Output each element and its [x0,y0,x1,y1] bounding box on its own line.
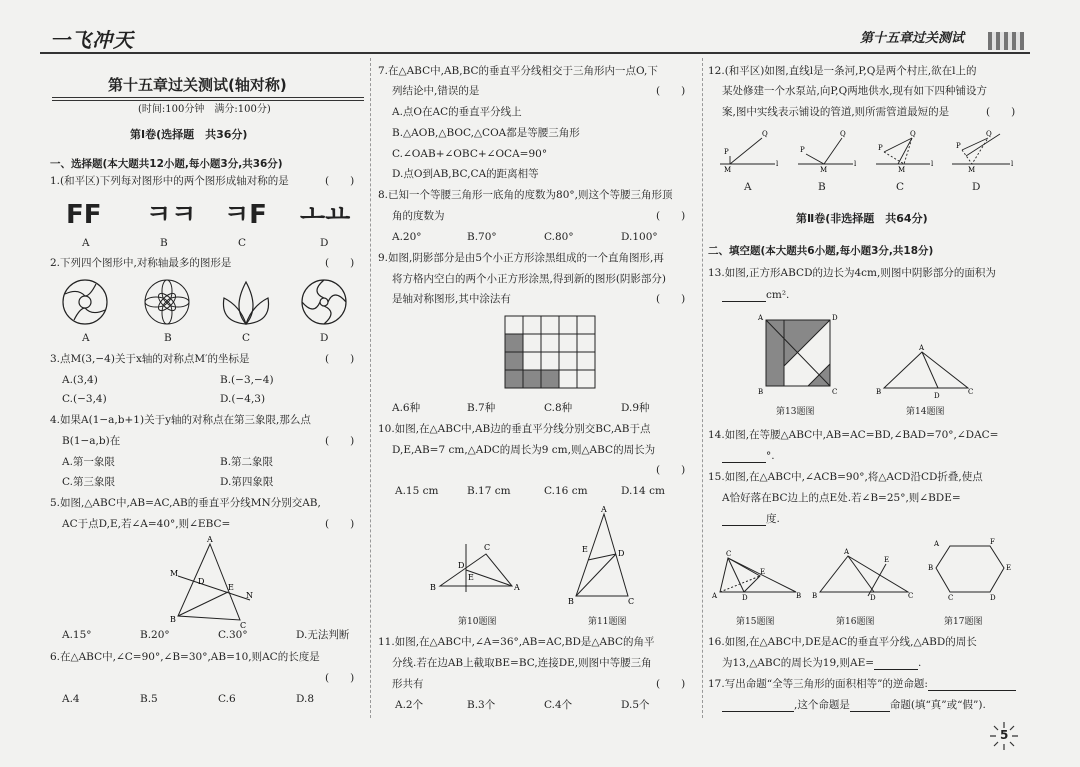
q13-answer-blank[interactable] [722,290,766,302]
q9-option-c: C.8种 [544,402,573,414]
q1-fig-d: ㅗㅛ [300,200,351,230]
q1-fig-a: FF [66,200,102,230]
part1-heading: 第Ⅰ卷(选择题 共36分) [130,128,248,141]
svg-text:C: C [726,550,732,558]
q11-text-2: 分线.若在边AB上截取BE=BC,连接DE,则图中等腰三角 [392,657,652,669]
q8-paren: ( ) [656,210,686,222]
q6-option-c: C.6 [218,693,236,705]
q8-option-a: A.20° [392,231,422,243]
q14-text-1: 14.如图,在等腰△ABC中,AB=AC=BD,∠BAD=70°,∠DAC= [708,429,999,441]
q8-option-b: B.70° [467,231,497,243]
q15-unit: 度. [766,513,780,525]
q16-period: . [918,657,922,669]
svg-text:M: M [724,166,732,174]
svg-text:A: A [758,314,764,322]
svg-text:E: E [468,573,474,582]
q17-answer-blank-1[interactable] [928,679,1016,691]
svg-text:Q: Q [910,130,916,138]
svg-text:l: l [1011,160,1014,168]
q2-label-d: D [320,332,329,344]
q5-label-e: E [228,583,234,592]
q1-label-c: C [238,237,247,249]
q4-option-c: C.第三象限 [62,476,115,488]
svg-text:C: C [628,597,635,606]
q5-option-d: D.无法判断 [296,629,350,641]
page-number: 5 [1000,728,1009,742]
q2-label-c: C [242,332,251,344]
svg-text:A: A [919,344,925,352]
q10-figure [430,540,520,600]
q5-text-1: 5.如图,△ABC中,AB=AC,AB的垂直平分线MN分别交AB, [50,497,321,509]
q16-answer-blank[interactable] [874,658,918,670]
q14-figure [876,346,976,398]
q5-paren: ( ) [325,518,355,530]
q1-label-a: A [82,237,90,249]
q15-text-2: A恰好落在BC边上的点E处.若∠B=25°,则∠BDE= [722,492,961,504]
q5-label-m: M [170,569,179,578]
svg-text:P: P [956,142,961,150]
q17-text-1: 17.写出命题“全等三角形的面积相等”的逆命题: [708,678,928,690]
q12-label-a: A [744,181,752,193]
q15-answer-blank[interactable] [722,514,766,526]
svg-text:C: C [908,592,914,600]
svg-text:D: D [832,314,838,322]
q9-text-2: 将方格内空白的两个小正方形涂黑,得到新的图形(阴影部分) [392,273,667,285]
page-title: 第十五章过关测试(轴对称) [108,76,287,94]
q2-paren: ( ) [325,257,355,269]
column-divider-2 [702,58,703,718]
q1-label-b: B [160,237,168,249]
section1-heading: 一、选择题(本大题共12小题,每小题3分,共36分) [50,158,283,170]
q6-option-b: B.5 [140,693,158,705]
q2-fig-a [63,280,107,324]
q3-option-a: A.(3,4) [62,374,98,386]
svg-text:l: l [931,160,934,168]
q13-text-1: 13.如图,正方形ABCD的边长为4cm,则图中阴影部分的面积为 [708,267,996,279]
svg-text:A: A [712,592,718,600]
q12-figures [720,126,1020,176]
q4-text-1: 4.如果A(1−a,b+1)关于y轴的对称点在第三象限,那么点 [50,414,311,426]
q6-paren: ( ) [325,672,355,684]
svg-text:A: A [514,583,520,592]
q3-text: 3.点M(3,−4)关于x轴的对称点M′的坐标是 [50,353,250,365]
q5-figure [170,535,260,630]
q7-option-d: D.点O到AB,BC,CA的距离相等 [392,168,539,180]
q1-paren: ( ) [325,175,355,187]
q4-paren: ( ) [325,435,355,447]
q17-line2 [722,698,986,712]
q13-fig-label: 第13题图 [776,407,815,417]
q3-option-d: D.(−4,3) [220,393,266,405]
q12-text-1: 12.(和平区)如图,直线l是一条河,P,Q是两个村庄,欲在l上的 [708,65,977,77]
q3-option-c: C.(−3,4) [62,393,107,405]
svg-text:A: A [601,505,607,514]
q11-option-c: C.4个 [544,699,573,711]
svg-text:C: C [968,388,974,396]
q5-label-a: A [207,535,213,544]
svg-text:D: D [618,549,625,558]
q5-label-b: B [170,615,176,624]
q3-option-b: B.(−3,−4) [220,374,274,386]
svg-text:E: E [582,545,588,554]
header-rule [40,52,1030,54]
svg-text:D: D [934,392,940,400]
svg-text:A: A [934,540,940,548]
q10-text-2: D,E,AB=7 cm,△ADC的周长为9 cm,则△ABC的周长为 [392,444,656,456]
q6-option-d: D.8 [296,693,315,705]
q5-option-c: C.30° [218,629,248,641]
svg-text:C: C [948,594,954,602]
svg-text:B: B [928,564,934,572]
q14-line2 [722,449,775,463]
q4-option-d: D.第四象限 [220,476,274,488]
q5-label-c: C [240,621,247,630]
q11-figure [568,505,638,608]
svg-text:l: l [776,160,779,168]
svg-text:P: P [878,144,883,152]
svg-text:A: A [844,548,850,556]
q12-label-d: D [972,181,981,193]
q9-text-1: 9.如图,阴影部分是由5个小正方形涂黑组成的一个直角图形,再 [378,252,664,264]
q9-paren: ( ) [656,293,686,305]
q6-option-a: A.4 [62,693,80,705]
q14-answer-blank[interactable] [722,451,766,463]
q16-figure [812,548,912,600]
q2-figures [60,278,360,330]
q3-paren: ( ) [325,353,355,365]
q16-text-1: 16.如图,在△ABC中,DE是AC的垂直平分线,△ABD的周长 [708,636,977,648]
q8-option-d: D.100° [621,231,658,243]
svg-text:B: B [812,592,818,600]
q15-line3 [722,512,780,526]
q10-option-b: B.17 cm [467,485,511,497]
q11-text-3: 形共有 [392,678,424,690]
q14-unit: °. [766,450,775,462]
q7-paren: ( ) [656,85,686,97]
q5-label-n: N [246,591,253,600]
q5-option-a: A.15° [62,629,92,641]
svg-text:E: E [1006,564,1012,572]
q13-line2 [722,288,789,302]
q16-text-2: 为13,△ABC的周长为19,则AE= [722,657,875,669]
svg-text:B: B [758,388,764,396]
svg-text:E: E [760,568,766,576]
section2-heading: 二、填空题(本大题共6小题,每小题3分,共18分) [708,245,934,257]
svg-text:M: M [968,166,976,174]
svg-text:P: P [800,146,805,154]
title-rule [52,97,364,98]
q6-text: 6.在△ABC中,∠C=90°,∠B=30°,AB=10,则AC的长度是 [50,651,320,663]
q7-text-1: 7.在△ABC中,AB,BC的垂直平分线相交于三角形内一点O,下 [378,65,658,77]
svg-text:M: M [898,166,906,174]
q9-text-3: 是轴对称图形,其中涂法有 [392,293,511,305]
q2-label-b: B [164,332,172,344]
svg-text:P: P [724,148,729,156]
q8-option-c: C.80° [544,231,574,243]
q4-option-a: A.第一象限 [62,456,115,468]
svg-text:D: D [742,594,748,602]
svg-text:F: F [990,538,995,546]
svg-text:Q: Q [840,130,846,138]
q13-figure [758,314,838,394]
q17-answer-blank-3[interactable] [850,700,890,712]
svg-text:D: D [458,561,465,570]
q5-text-2: AC于点D,E,若∠A=40°,则∠EBC= [62,518,231,530]
q17-figure [928,538,1014,602]
q12-label-c: C [896,181,905,193]
chapter-header: 第十五章过关测试 [860,31,965,46]
q10-fig-label: 第10题图 [458,617,497,627]
q11-option-a: A.2个 [395,699,424,711]
logo: 一飞冲天 [50,28,134,52]
q15-figure [712,550,802,600]
q16-line2 [722,656,921,670]
q7-option-a: A.点O在AC的垂直平分线上 [392,106,522,118]
q17-text-2a: ,这个命题是 [794,699,850,711]
q12-text-3: 案,图中实线表示铺设的管道,则所需管道最短的是 [722,106,950,118]
svg-text:B: B [796,592,802,600]
q8-text-2: 角的度数为 [392,210,445,222]
svg-text:C: C [832,388,838,396]
q9-option-d: D.9种 [621,402,650,414]
title-rule-2 [52,100,364,101]
q9-option-a: A.6种 [392,402,421,414]
header-pattern [988,32,1024,50]
q10-text-1: 10.如图,在△ABC中,AB边的垂直平分线分别交BC,AB于点 [378,423,651,435]
q5-option-b: B.20° [140,629,170,641]
svg-text:B: B [568,597,574,606]
q2-fig-c [223,282,268,324]
q2-label-a: A [82,332,90,344]
q2-fig-b [145,280,189,324]
q9-option-b: B.7种 [467,402,496,414]
q12-label-b: B [818,181,826,193]
q7-option-b: B.△AOB,△BOC,△COA都是等腰三角形 [392,127,580,139]
page-number-burst [988,720,1020,752]
q10-option-d: D.14 cm [621,485,665,497]
svg-text:M: M [820,166,828,174]
q7-option-c: C.∠OAB+∠OBC+∠OCA=90° [392,148,548,160]
q10-option-a: A.15 cm [395,485,439,497]
q4-option-b: B.第二象限 [220,456,274,468]
svg-text:Q: Q [762,130,768,138]
q17-fig-label: 第17题图 [944,617,983,627]
svg-text:E: E [884,556,890,564]
q9-grid [505,316,597,390]
q4-text-2: B(1−a,b)在 [62,435,121,447]
column-divider-1 [370,58,371,718]
q10-option-c: C.16 cm [544,485,588,497]
part2-heading: 第Ⅱ卷(非选择题 共64分) [796,212,928,225]
q2-text: 2.下列四个图形中,对称轴最多的图形是 [50,257,232,269]
q11-paren: ( ) [656,678,686,690]
q14-fig-label: 第14题图 [906,407,945,417]
svg-text:D: D [870,594,876,602]
q11-fig-label: 第11题图 [588,617,627,627]
q8-text-1: 8.已知一个等腰三角形一底角的度数为80°,则这个等腰三角形顶 [378,189,673,201]
svg-text:Q: Q [986,130,992,138]
svg-text:B: B [430,583,436,592]
q1-fig-b: ㅋㅋ [146,200,197,230]
svg-text:B: B [876,388,882,396]
q11-option-d: D.5个 [621,699,650,711]
q10-paren: ( ) [656,464,686,476]
q5-label-d: D [198,577,205,586]
q12-paren: ( ) [986,106,1016,118]
svg-text:D: D [990,594,996,602]
q17-line1 [708,677,1016,691]
q17-text-2b: 命题(填“真”或“假”). [889,699,986,711]
q1-label-d: D [320,237,329,249]
page-subtitle: (时间:100分钟 满分:100分) [138,104,271,115]
q11-option-b: B.3个 [467,699,496,711]
q7-text-2: 列结论中,错误的是 [392,85,480,97]
q13-unit: cm². [766,289,790,301]
q1-fig-c: ㅋF [224,200,267,230]
svg-text:C: C [484,543,491,552]
q2-fig-d [302,280,346,324]
q16-fig-label: 第16题图 [836,617,875,627]
q15-fig-label: 第15题图 [736,617,775,627]
q11-text-1: 11.如图,在△ABC中,∠A=36°,AB=AC,BD是△ABC的角平 [378,636,655,648]
q12-text-2: 某处修建一个水泵站,向P,Q两地供水,现有如下四种铺设方 [722,85,988,97]
q15-text-1: 15.如图,在△ABC中,∠ACB=90°,将△ACD沿CD折叠,使点 [708,471,983,483]
q1-text: 1.(和平区)下列每对图形中的两个图形成轴对称的是 [50,175,289,187]
svg-text:l: l [854,160,857,168]
q17-answer-blank-2[interactable] [722,700,794,712]
